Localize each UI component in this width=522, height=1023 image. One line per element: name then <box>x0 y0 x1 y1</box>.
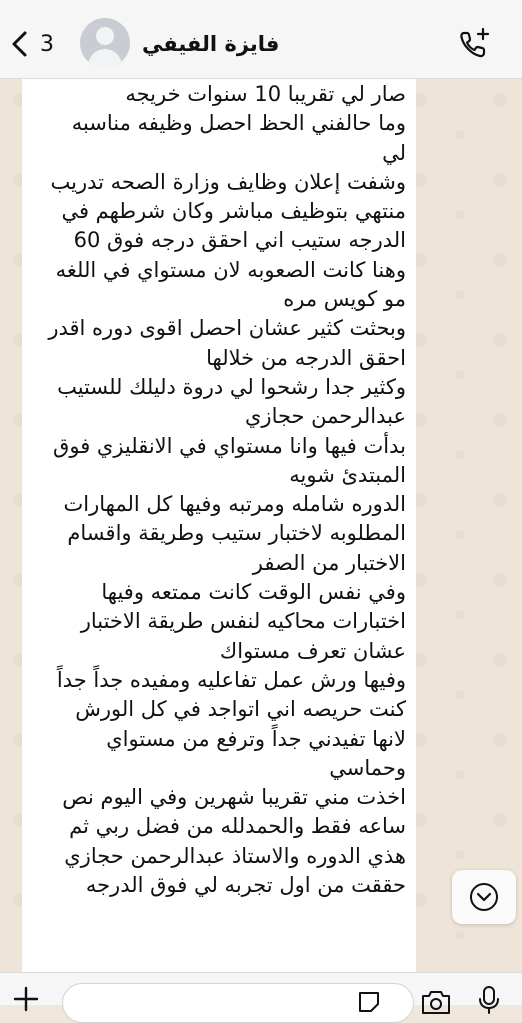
message-line: وشفت إعلان وظايف وزارة الصحه تدريب <box>50 169 406 194</box>
message-line: وفي نفس الوقت كانت ممتعه وفيها <box>101 580 406 605</box>
message-line: وحماسي <box>329 755 406 780</box>
back-button[interactable] <box>10 28 70 60</box>
camera-button[interactable] <box>420 989 452 1015</box>
message-line: المبتدئ شويه <box>289 462 406 487</box>
chevron-left-icon <box>10 30 28 58</box>
message-line: احقق الدرجه من خلالها <box>206 345 406 370</box>
phone-add-icon <box>456 26 492 62</box>
message-line: حققت من اول تجربه لي فوق الدرجه <box>85 873 406 898</box>
plus-icon <box>12 985 40 1013</box>
message-line: وهنا كانت الصعوبه لان مستواي في اللغه <box>55 257 406 282</box>
message-line: الدوره شامله ومرتبه وفيها كل المهارات <box>63 492 406 517</box>
message-line: الاختبار من الصفر <box>252 550 406 575</box>
message-line: وبحثت كثير عشان احصل اقوى دوره اقدر <box>48 316 406 341</box>
message-composer <box>0 972 522 1005</box>
message-line: كنت حريصه اني اتواجد في كل الورش <box>75 697 406 722</box>
sticker-icon <box>356 989 382 1015</box>
message-line: صار لي تقريبا 10 سنوات خريجه <box>125 82 406 106</box>
message-line: وفيها ورش عمل تفاعليه ومفيده جداً جداً <box>56 667 406 692</box>
contact-name[interactable]: فايزة الفيفي <box>142 32 280 56</box>
message-line: اختبارات محاكيه لنفس طريقة الاختبار <box>80 609 406 634</box>
sticker-button[interactable] <box>356 989 382 1015</box>
add-call-button[interactable] <box>456 26 492 62</box>
message-line: هذي الدوره والاستاذ عبدالرحمن حجازي <box>64 843 406 868</box>
message-line: منتهي بتوظيف مباشر وكان شرطهم في <box>61 199 406 224</box>
message-line: ساعه فقط والحمدلله من فضل ربي ثم <box>69 814 406 839</box>
message-bubble[interactable] <box>22 78 416 978</box>
scroll-to-bottom-button[interactable] <box>452 870 516 924</box>
message-line: وما حالفني الحظ احصل وظيفه مناسبه <box>71 111 406 136</box>
message-line: المطلوبه لاختبار ستيب وطريقة واقسام <box>67 521 406 546</box>
message-line: عبدالرحمن حجازي <box>244 404 406 429</box>
unread-count: 3 <box>40 31 54 57</box>
message-line: بدأت فيها وانا مستواي في الانقليزي فوق <box>53 433 406 458</box>
message-line: الدرجه ستيب اني احقق درجه فوق 60 <box>73 228 406 253</box>
message-line: عشان تعرف مستواك <box>219 638 406 663</box>
chat-header <box>0 0 522 79</box>
microphone-icon <box>478 985 500 1015</box>
camera-icon <box>420 989 452 1015</box>
message-line: مو كويس مره <box>283 287 406 312</box>
chevron-down-circle-icon <box>468 881 500 913</box>
microphone-button[interactable] <box>478 985 500 1015</box>
message-line: وكثير جدا رشحوا لي دروة دليلك للستيب <box>57 374 406 399</box>
avatar[interactable] <box>80 18 130 68</box>
message-line: اخذت مني تقريبا شهرين وفي اليوم نص <box>62 785 406 810</box>
person-icon <box>96 27 114 45</box>
message-line: لي <box>382 140 406 165</box>
attach-button[interactable] <box>12 985 40 1013</box>
message-line: لانها تفيدني جداً وترفع من مستواي <box>106 726 406 751</box>
